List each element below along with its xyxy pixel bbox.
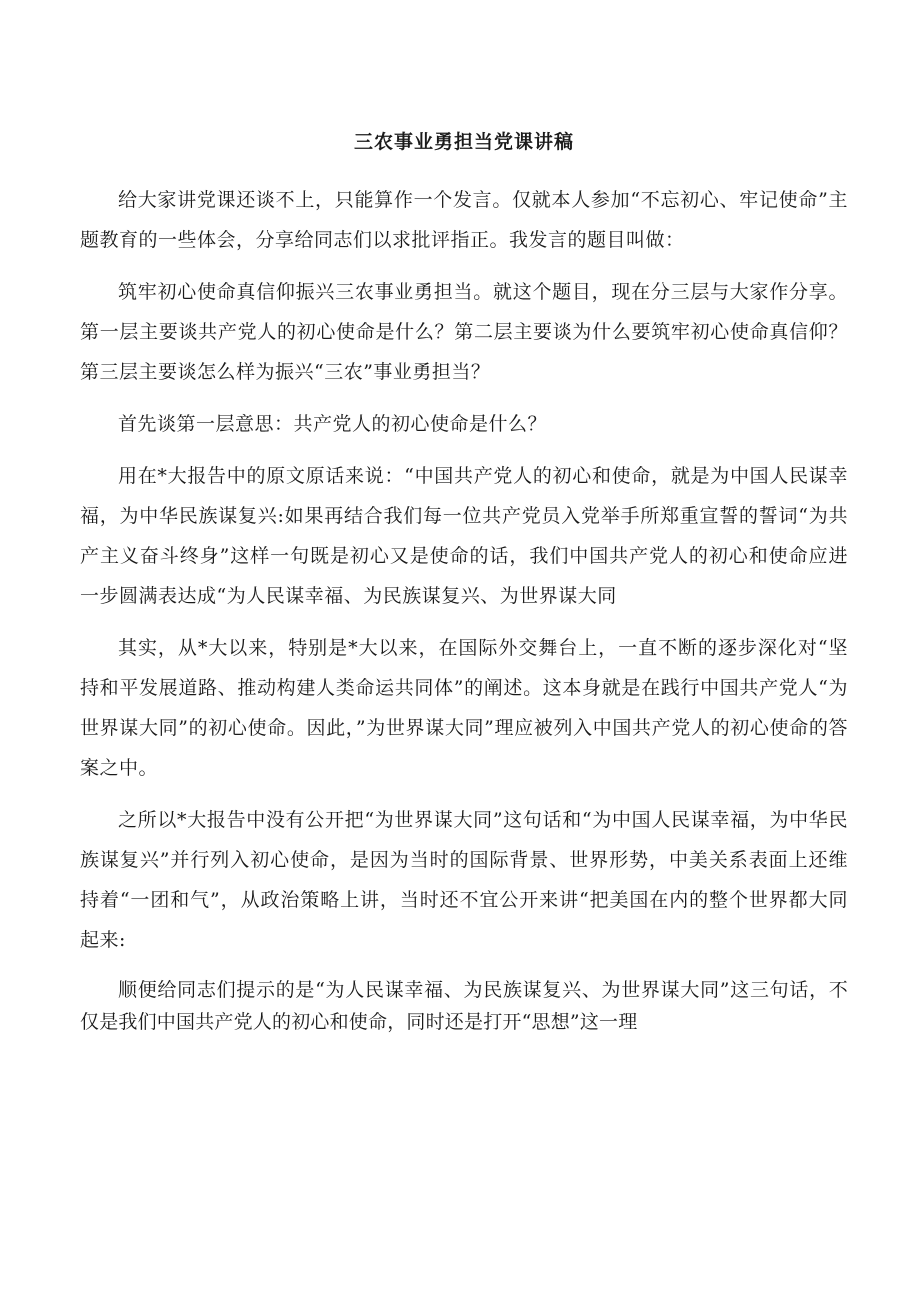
paragraph-intro: 给大家讲党课还谈不上，只能算作一个发言。仅就本人参加“不忘初心、牢记使命”主题教育的一些体会，分享给同志们以求批评指正。我发言的题目叫做：: [80, 189, 848, 251]
paragraph-diplomacy: 其实，从*大以来，特别是*大以来，在国际外交舞台上，一直不断的逐步深化对“坚持和平发展道路、推动构建人类命运共同体”的阐述。这本身就是在践行中国共产党人“为世界谋大同”的初心使命。因此，”为世界谋大同”理应被列入中国共产党人的初心使命的答案之中。: [80, 637, 848, 779]
paragraph-report-quote: 用在*大报告中的原文原话来说：“中国共产党人的初心和使命，就是为中国人民谋幸福，为中华民族谋复兴:如果再结合我们每一位共产党员入党举手所郑重宣誓的誓词“为共产主义奋斗终身”这样一句既是初心又是使命的话，我们中国共产党人的初心和使命应进一步圆满表达成“为人民谋幸福、为民族谋复兴、为世界谋大同: [80, 465, 848, 607]
document-title: 三农事业勇担当党课讲稿: [353, 131, 574, 153]
paragraph-first-layer: 首先谈第一层意思：共产党人的初心使命是什么？: [118, 413, 548, 435]
paragraph-topic: 筑牢初心使命真信仰振兴三农事业勇担当。就这个题目，现在分三层与大家作分享。第一层主要谈共产党人的初心使命是什么？第二层主要谈为什么要筑牢初心使命真信仰？第三层主要谈怎么样为振兴“三农”事业勇担当？: [80, 281, 848, 383]
paragraph-reminder: 顺便给同志们提示的是“为人民谋幸福、为民族谋复兴、为世界谋大同”这三句话，不仅是我们中国共产党人的初心和使命，同时还是打开“思想”这一理: [80, 979, 848, 1033]
paragraph-reason: 之所以*大报告中没有公开把“为世界谋大同”这句话和“为中国人民谋幸福，为中华民族谋复兴”并行列入初心使命，是因为当时的国际背景、世界形势，中美关系表面上还维持着“一团和气”，从政治策略上讲，当时还不宜公开来讲“把美国在内的整个世界都大同起来:: [80, 809, 848, 951]
